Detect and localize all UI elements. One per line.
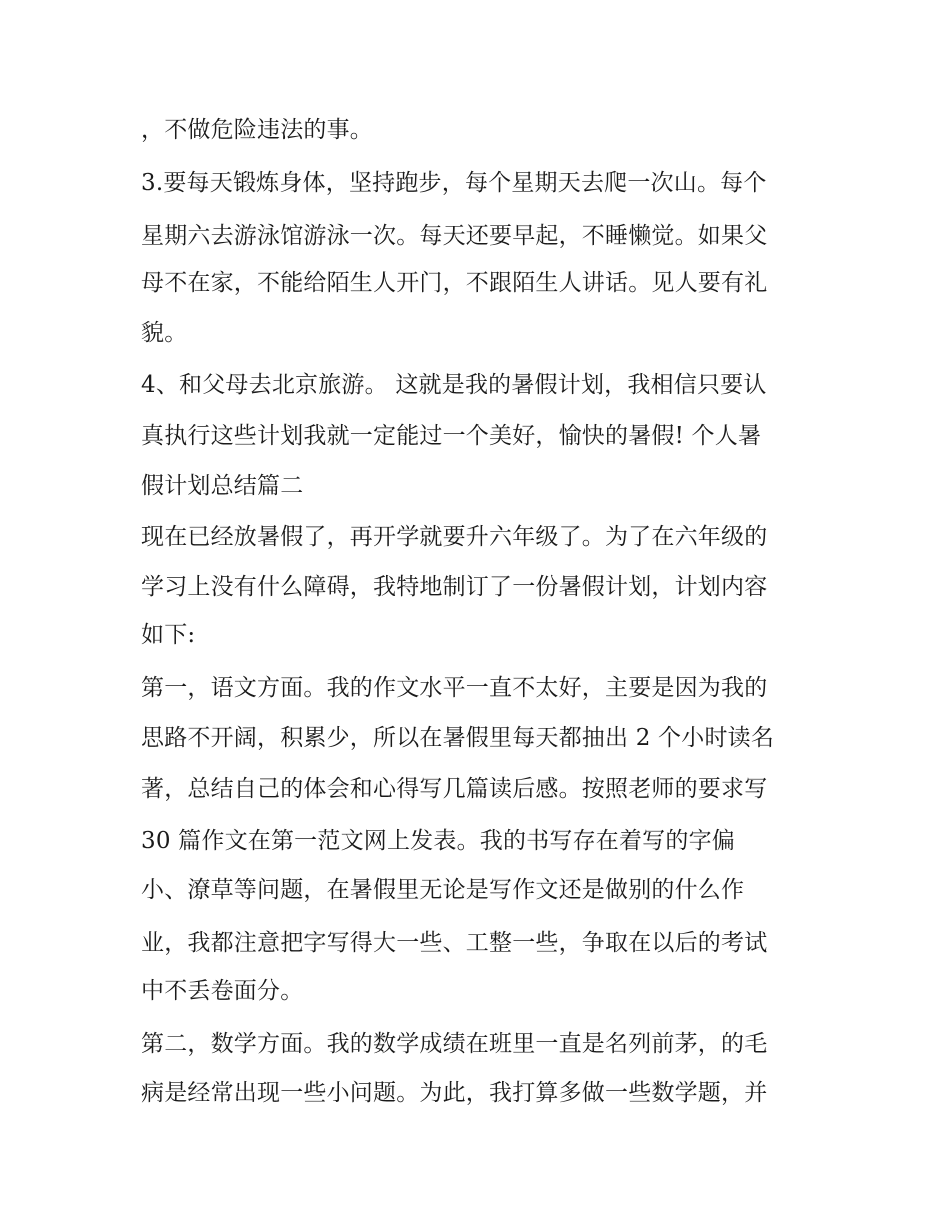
text-line: 4、和父母去北京旅游。 这就是我的暑假计划，我相信只要认 [141, 372, 767, 398]
text-line: 现在已经放暑假了，再开学就要升六年级了。为了在六年级的 [141, 524, 768, 550]
text-line: 病是经常出现一些小问题。为此，我打算多做一些数学题，并 [141, 1080, 768, 1106]
text-line: 学习上没有什么障碍，我特地制订了一份暑假计划，计划内容 [141, 574, 768, 600]
text-line: 星期六去游泳馆游泳一次。每天还要早起，不睡懒觉。如果父 [141, 223, 768, 249]
text-line: 业，我都注意把字写得大一些、工整一些，争取在以后的考试 [141, 930, 768, 956]
text-line: 假计划总结篇二 [141, 473, 304, 499]
text-line: 著，总结自己的体会和心得写几篇读后感。按照老师的要求写 [141, 776, 768, 802]
text-line: 如下: [141, 622, 196, 648]
text-line: 30 篇作文在第一范文网上发表。我的书写存在着写的字偏 [141, 828, 735, 854]
text-line: ，不做危险违法的事。 [141, 117, 373, 143]
text-line: 中不丢卷面分。 [141, 978, 304, 1004]
text-line: 思路不开阔，积累少，所以在暑假里每天都抽出 2 个小时读名 [141, 725, 775, 751]
text-line: 小、潦草等问题，在暑假里无论是写作文还是做别的什么作 [141, 877, 745, 903]
text-line: 第一，语文方面。我的作文水平一直不太好，主要是因为我的 [141, 675, 768, 701]
text-line: 貌。 [141, 320, 188, 346]
text-line: 真执行这些计划我就一定能过一个美好，愉快的暑假! 个人暑 [141, 423, 762, 449]
text-line: 第二，数学方面。我的数学成绩在班里一直是名列前茅，的毛 [141, 1031, 768, 1057]
text-line: 3.要每天锻炼身体，坚持跑步，每个星期天去爬一次山。每个 [141, 170, 767, 196]
text-line: 母不在家，不能给陌生人开门，不跟陌生人讲话。见人要有礼 [141, 270, 768, 296]
